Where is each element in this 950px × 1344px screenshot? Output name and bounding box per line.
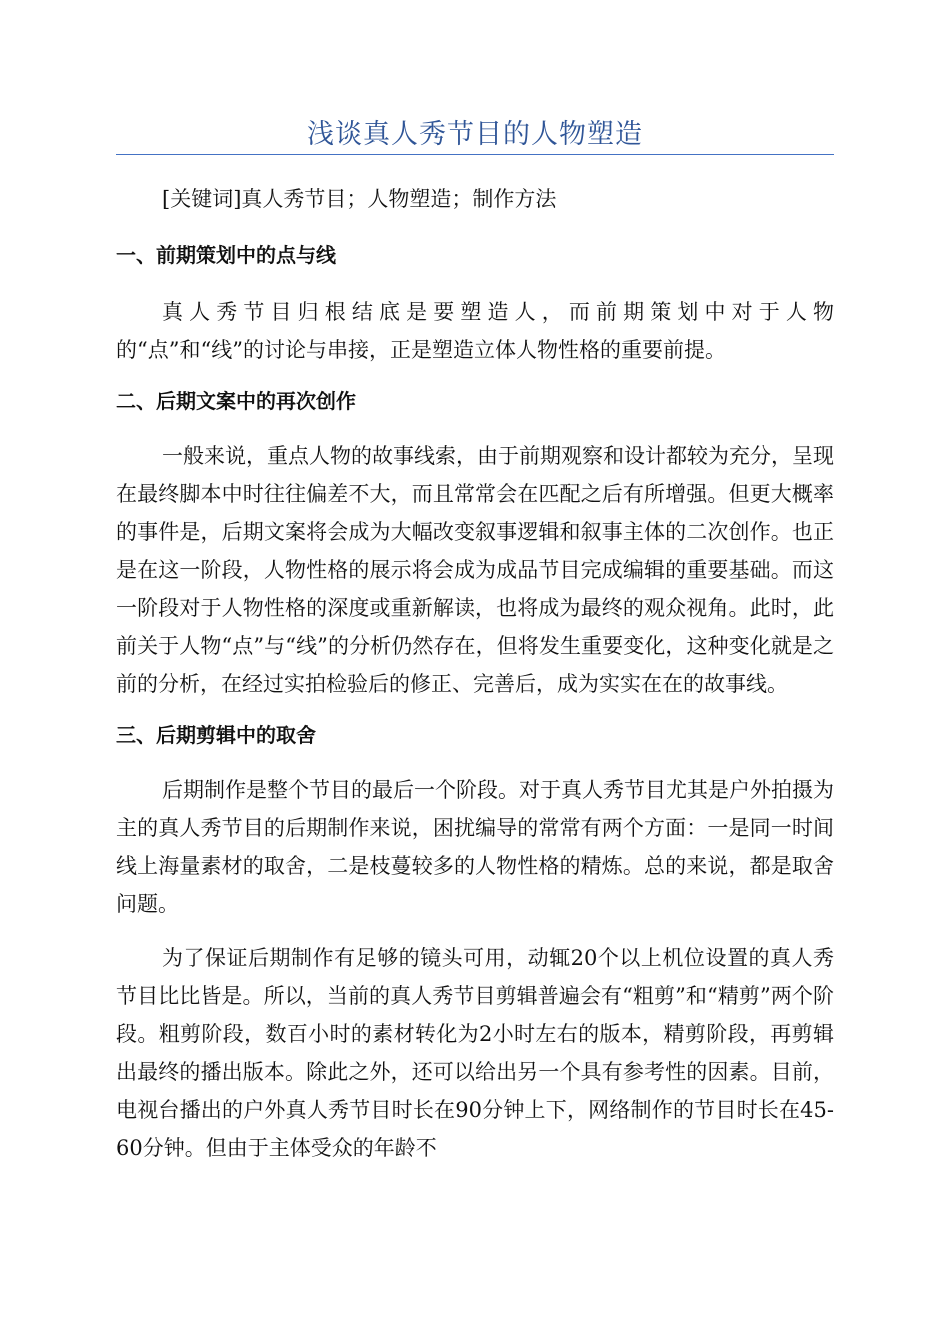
section-2-paragraph-1: 一般来说，重点人物的故事线索，由于前期观察和设计都较为充分，呈现在最终脚本中时往往偏差不大，而且常常会在匹配之后有所增强。但更大概率的事件是，后期文案将会成为大幅改变叙事逻辑和叙事主体的二次创作。也正是在这一阶段，人物性格的展示将会成为成品节目完成编辑的重要基础。而这一阶段对于人物性格的深度或重新解读，也将成为最终的观众视角。此时，此前关于人物“点”与“线”的分析仍然存在，但将发生重要变化，这种变化就是之前的分析，在经过实拍检验后的修正、完善后，成为实实在在的故事线。 [116, 444, 834, 696]
document-page [116, 0, 834, 1167]
section-3-paragraph-2: 为了保证后期制作有足够的镜头可用，动辄20个以上机位设置的真人秀节目比比皆是。所以，当前的真人秀节目剪辑普遍会有“粗剪”和“精剪”两个阶段。粗剪阶段，数百小时的素材转化为2小时左右的版本，精剪阶段，再剪辑出最终的播出版本。除此之外，还可以给出另一个具有参考性的因素。目前，电视台播出的户外真人秀节目时长在90分钟上下，网络制作的节目时长在45-60分钟。但由于主体受众的年龄不 [116, 946, 834, 1160]
section-heading-3: 三、后期剪辑中的取舍 [116, 723, 316, 747]
section-1-paragraph-1: 真人秀节目归根结底是要塑造人，而前期策划中对于人物的“点”和“线”的讨论与串接，正是塑造立体人物性格的重要前提。 [116, 300, 834, 362]
section-heading-1: 一、前期策划中的点与线 [116, 243, 336, 267]
section-heading-2: 二、后期文案中的再次创作 [116, 389, 356, 413]
document-title: 浅谈真人秀节目的人物塑造 [307, 119, 643, 150]
keywords-line: [关键词]真人秀节目；人物塑造；制作方法 [162, 187, 557, 211]
section-3-paragraph-1: 后期制作是整个节目的最后一个阶段。对于真人秀节目尤其是户外拍摄为主的真人秀节目的后期制作来说，困扰编导的常常有两个方面：一是同一时间线上海量素材的取舍，二是枝蔓较多的人物性格的精炼。总的来说，都是取舍问题。 [116, 778, 834, 916]
title-underline [116, 154, 834, 155]
